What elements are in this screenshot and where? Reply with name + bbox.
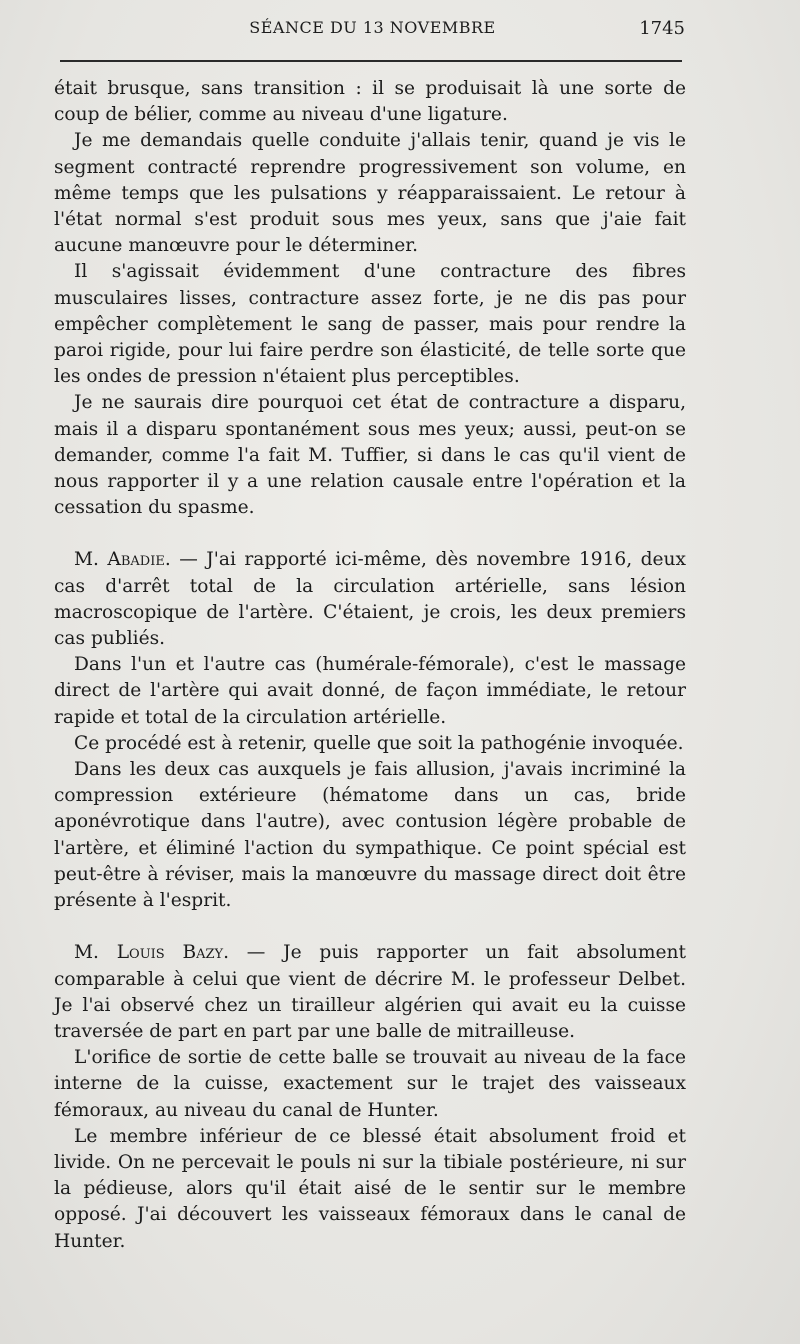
- paragraph: Je ne saurais dire pourquoi cet état de contracture a disparu, mais il a disparu spontanément sous mes yeux; aussi, peut-on se demander, comme l'a fait M. Tuffier, si dans le cas qu'il vient de nous rapporter il y a une relation causale entre l'opération et la cessation du spasme.: [54, 392, 686, 519]
- paragraph: était brusque, sans transition : il se produisait là une sorte de coup de bélier, comme au niveau d'une ligature.: [54, 78, 686, 126]
- paragraph: Ce procédé est à retenir, quelle que soit la pathogénie invoquée.: [74, 732, 684, 754]
- paragraph: Je me demandais quelle conduite j'allais tenir, quand je vis le segment contracté reprendre progressivement son volume, en même temps que les pulsations y réapparaissaient. Le retour à l'état normal s'est produit sous mes yeux, sans que j'aie fait aucune manœuvre pour le déterminer.: [54, 130, 686, 257]
- header-rule: [60, 60, 682, 62]
- paragraph: L'orifice de sortie de cette balle se trouvait au niveau de la face interne de la cuisse, exactement sur le trajet des vaisseaux fémoraux, au niveau du canal de Hunter.: [54, 1047, 686, 1121]
- bazy-intervention: [54, 940, 686, 1045]
- paragraph: Dans l'un et l'autre cas (humérale-fémorale), c'est le massage direct de l'artère qui avait donné, de façon immédiate, le retour rapide et total de la circulation artérielle.: [54, 654, 686, 728]
- abadie-intervention: [54, 547, 686, 652]
- speaker-opening: — J'ai rapporté ici-même, dès novembre 1916, deux cas d'arrêt total de la circulation artérielle, sans lésion macroscopique de l'artère. C'étaient, je crois, les deux premiers cas publiés.: [54, 549, 687, 650]
- speaker-opening: — Je puis rapporter un fait absolument comparable à celui que vient de décrire M. le professeur Delbet. Je l'ai observé chez un tirailleur algérien qui avait eu la cuisse traversée de part en part par une balle de mitrailleuse.: [54, 942, 686, 1042]
- speaker-name: M. Abadie.: [74, 549, 171, 571]
- speaker-name: M. Louis Bazy.: [74, 942, 230, 964]
- page-number: 1745: [639, 18, 685, 39]
- running-title: SÉANCE DU 13 NOVEMBRE: [249, 18, 496, 37]
- paragraph: Le membre inférieur de ce blessé était absolument froid et livide. On ne percevait le pouls ni sur la tibiale postérieure, ni sur la pédieuse, alors qu'il était aisé de le sentir sur le membre opposé. J'ai découvert les vaisseaux fémoraux dans le canal de Hunter.: [54, 1125, 686, 1252]
- paragraph: Dans les deux cas auxquels je fais allusion, j'avais incriminé la compression extérieure (hématome dans un cas, bride aponévrotique dans l'autre), avec contusion légère probable de l'artère, et éliminé l'action du sympathique. Ce point spécial est peut-être à réviser, mais la manœuvre du massage direct doit être présente à l'esprit.: [54, 759, 686, 912]
- page-header: [60, 18, 685, 48]
- paragraph: Il s'agissait évidemment d'une contracture des fibres musculaires lisses, contracture assez forte, je ne dis pas pour empêcher complètement le sang de passer, mais pour rendre la paroi rigide, pour lui faire perdre son élasticité, de telle sorte que les ondes de pression n'étaient plus perceptibles.: [54, 261, 686, 388]
- page-body: [54, 76, 686, 1255]
